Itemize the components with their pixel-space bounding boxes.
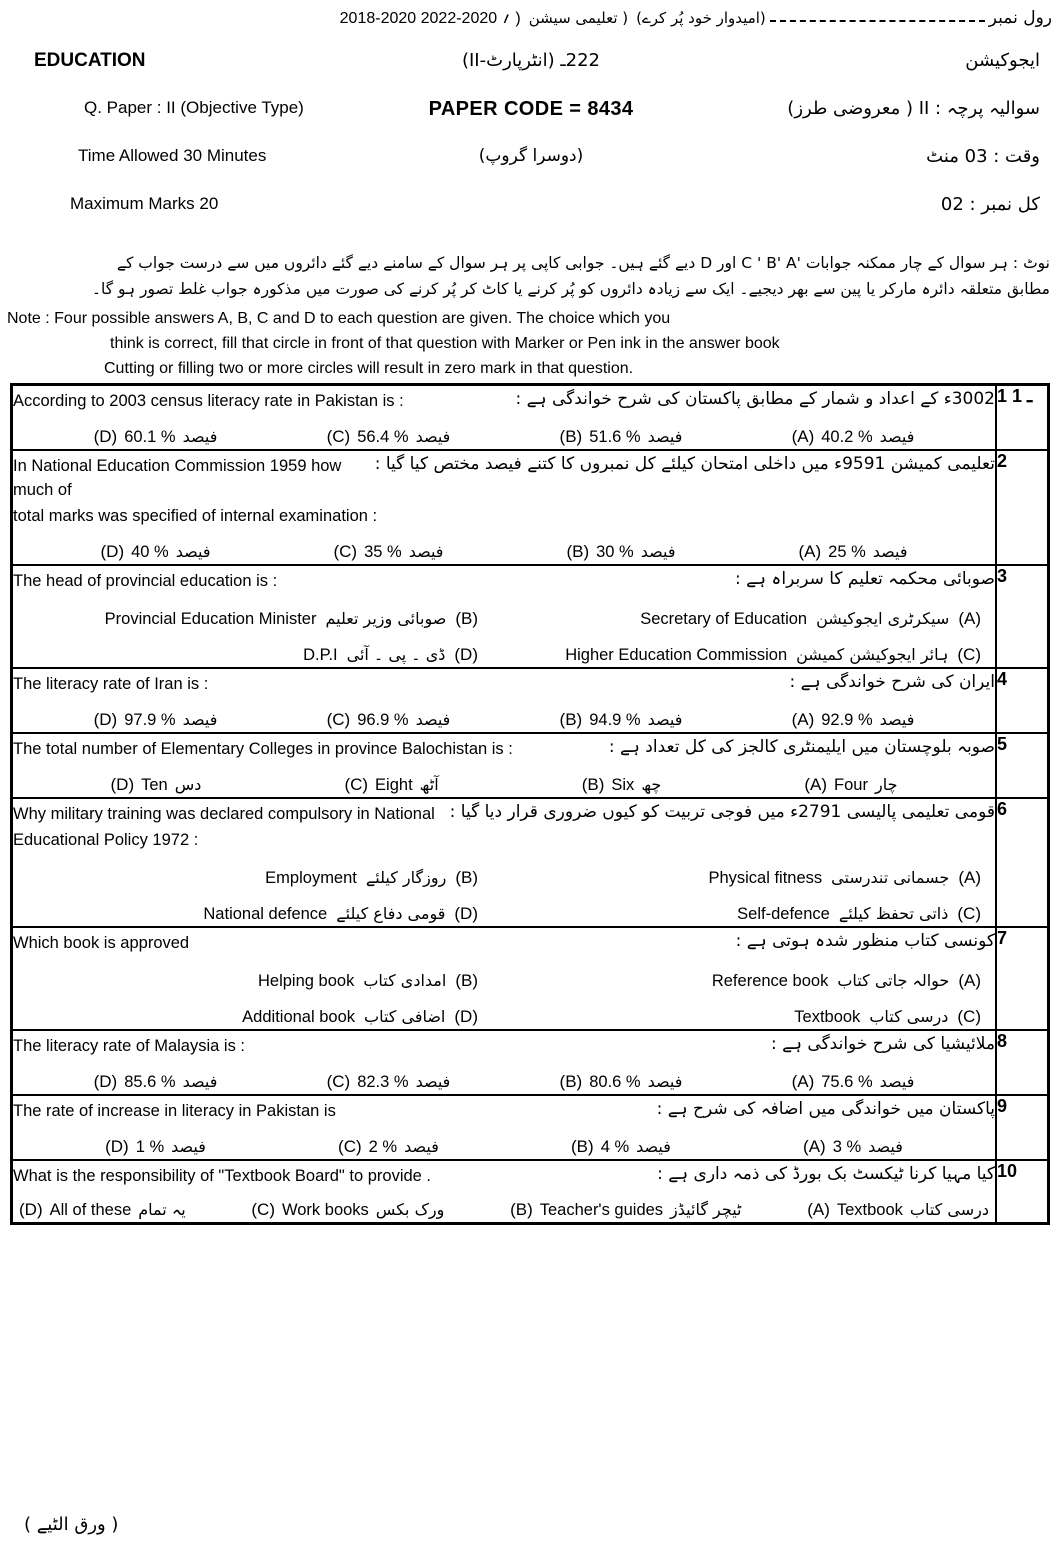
- option-list: [13, 1137, 995, 1159]
- option-text-ur: حوالہ جاتی کتاب: [837, 971, 950, 990]
- option-d[interactable]: [94, 710, 218, 730]
- option-c[interactable]: [504, 904, 985, 924]
- option-tag: (B): [455, 971, 478, 990]
- option-text-ur: فیصد: [636, 1137, 671, 1156]
- option-d[interactable]: [23, 904, 504, 924]
- question-body: [12, 385, 997, 451]
- question-stem-en: What is the responsibility of "Textbook Board" to provide .: [13, 1167, 432, 1185]
- option-c[interactable]: [504, 1007, 985, 1027]
- option-text-en: 51.6 %: [589, 428, 641, 446]
- option-text-en: Additional book: [242, 1008, 356, 1026]
- question-number: 6: [996, 798, 1049, 927]
- note-english-line-2: think is correct, fill that circle in front of that question with Marker or Pen ink in the answer book: [110, 335, 780, 352]
- option-text-en: Textbook: [836, 1201, 903, 1219]
- header-row-marks: [0, 194, 1062, 242]
- option-tag: (C): [326, 710, 351, 729]
- option-text-ur: درسی کتاب: [869, 1007, 949, 1026]
- question-stem: [13, 566, 995, 593]
- option-text-ur: فیصد: [182, 427, 218, 446]
- option-list: [13, 969, 995, 1029]
- option-text-ur: چھ: [641, 775, 662, 794]
- option-b[interactable]: [560, 1072, 683, 1092]
- question-row: [12, 1095, 1049, 1160]
- option-text-ur: فیصد: [872, 542, 908, 561]
- option-d[interactable]: [23, 645, 504, 665]
- option-tag: (B): [571, 1137, 594, 1156]
- question-stem-ur: صوبہ بلوچستان میں ایلیمنٹری کالجز کی کل تعداد ہے :: [608, 737, 995, 757]
- question-row: [12, 798, 1049, 927]
- option-d[interactable]: [19, 1200, 186, 1220]
- option-text-ur: اضافی کتاب: [364, 1007, 446, 1026]
- option-text-ur: فیصد: [415, 710, 451, 729]
- option-text-en: 2 %: [368, 1138, 398, 1156]
- option-d[interactable]: [23, 1007, 504, 1027]
- option-text-ur: فیصد: [415, 1072, 451, 1091]
- option-list: [13, 542, 995, 564]
- question-number: 1 ـ 1: [996, 385, 1049, 451]
- question-stem-ur: پاکستان میں خواندگی میں اضافہ کی شرح ہے :: [656, 1099, 995, 1119]
- option-text-en: 3 %: [832, 1138, 862, 1156]
- option-text-en: 97.9 %: [124, 711, 176, 729]
- option-tag: (B): [455, 609, 478, 628]
- candidate-fill-note: (امیدوار خود پُر کرے): [636, 9, 766, 27]
- question-stem: [13, 799, 995, 826]
- option-c[interactable]: [327, 710, 451, 730]
- option-b[interactable]: [566, 542, 675, 562]
- note-english-line-1: Four possible answers A, B, C and D to each question are given. The choice which you: [54, 310, 671, 327]
- note-urdu-line-2: مطابق متعلقہ دائرہ مارکر یا پین سے بھر دیجیے۔ ایک سے زیادہ دائروں کو پُر کرنے یا کاٹ کر پُر کرنے کی صورت میں مذکورہ جواب غلط تصور ہو گا۔: [91, 280, 1050, 298]
- option-text-ur: آٹھ: [419, 775, 439, 794]
- option-text-en: 85.6 %: [124, 1073, 176, 1091]
- questions-table: [10, 383, 1050, 1225]
- option-text-ur: فیصد: [879, 710, 915, 729]
- question-stem-ur: ایران کی شرح خواندگی ہے :: [789, 672, 995, 692]
- option-b[interactable]: [510, 1200, 741, 1220]
- question-stem-en: The literacy rate of Iran is :: [13, 675, 209, 693]
- option-tag: (D): [93, 1072, 118, 1091]
- question-stem: [13, 386, 995, 413]
- option-c[interactable]: [344, 775, 438, 795]
- option-list: [13, 775, 995, 797]
- option-b[interactable]: [23, 868, 504, 888]
- question-body: [12, 927, 997, 1030]
- option-text-ur: ورک بکس: [375, 1200, 445, 1219]
- note-english: [0, 306, 1062, 381]
- option-text-en: Six: [611, 776, 635, 794]
- note-english-label: Note :: [7, 310, 50, 327]
- question-body: [12, 565, 997, 668]
- option-text-ur: فیصد: [182, 1072, 218, 1091]
- option-text-en: Teacher's guides: [539, 1201, 664, 1219]
- instructions-note: [0, 250, 1062, 381]
- option-text-ur: درسی کتاب: [909, 1200, 989, 1219]
- option-text-en: 4 %: [600, 1138, 630, 1156]
- paper-code-center-line: 222ـ (انٹرپارٹ-II): [461, 50, 601, 71]
- option-d[interactable]: [101, 542, 211, 562]
- subject-title-ur: ایجوکیشن: [965, 50, 1040, 71]
- option-tag: (D): [93, 710, 118, 729]
- question-number: 5: [996, 733, 1049, 798]
- question-row: [12, 565, 1049, 668]
- option-text-en: Self-defence: [737, 905, 830, 923]
- option-text-en: 82.3 %: [357, 1073, 409, 1091]
- option-tag: (C): [326, 427, 351, 446]
- question-stem: [13, 1096, 995, 1123]
- option-d[interactable]: [94, 427, 218, 447]
- session-label: ( تعلیمی سیشن: [528, 9, 629, 27]
- question-stem-ur: کونسی کتاب منظور شدہ ہوتی ہے :: [735, 931, 995, 951]
- option-tag: (C): [251, 1200, 275, 1219]
- option-tag: (B): [455, 868, 478, 887]
- subject-title-en: EDUCATION: [34, 50, 146, 71]
- option-list: [13, 866, 995, 926]
- option-text-ur: فیصد: [640, 542, 676, 561]
- question-stem-en: The rate of increase in literacy in Pakistan is: [13, 1102, 336, 1120]
- question-stem-ur: صوبائی محکمہ تعلیم کا سربراہ ہے :: [734, 569, 995, 589]
- question-stem-en: Which book is approved: [13, 934, 190, 952]
- option-a[interactable]: [804, 775, 897, 795]
- question-body: [12, 1095, 997, 1160]
- option-tag: (C): [326, 1072, 351, 1091]
- option-text-ur: فیصد: [408, 542, 444, 561]
- option-tag: (D): [19, 1200, 43, 1219]
- option-tag: (C): [344, 775, 369, 794]
- option-tag: (D): [93, 427, 118, 446]
- option-a[interactable]: [807, 1200, 989, 1220]
- option-c[interactable]: [327, 1072, 451, 1092]
- option-text-ur: فیصد: [171, 1137, 206, 1156]
- option-tag: (D): [110, 775, 135, 794]
- option-text-ur: چار: [874, 775, 898, 794]
- option-text-en: D.P.I: [303, 646, 338, 664]
- option-text-ur: فیصد: [868, 1137, 903, 1156]
- option-tag: (D): [454, 904, 478, 923]
- option-tag: (A): [958, 868, 981, 887]
- option-tag: (A): [804, 775, 828, 794]
- option-text-en: Secretary of Education: [640, 610, 808, 628]
- option-text-en: Reference book: [711, 972, 829, 990]
- option-text-ur: فیصد: [647, 427, 683, 446]
- q-paper-type-en: Q. Paper : II (Objective Type): [84, 98, 304, 117]
- option-text-en: 25 %: [828, 543, 866, 561]
- option-text-ur: فیصد: [415, 427, 451, 446]
- question-body: [12, 450, 997, 565]
- option-tag: (B): [566, 542, 590, 561]
- question-number: 10: [996, 1160, 1049, 1224]
- question-row: [12, 927, 1049, 1030]
- option-text-en: Four: [834, 776, 868, 794]
- option-tag: (A): [791, 427, 815, 446]
- option-text-ur: ذاتی تحفظ کیلئے: [838, 904, 949, 923]
- option-text-ur: فیصد: [879, 427, 915, 446]
- option-b[interactable]: [582, 775, 662, 795]
- question-stem: [13, 734, 995, 761]
- option-text-en: Higher Education Commission: [565, 646, 788, 664]
- option-text-ur: فیصد: [404, 1137, 439, 1156]
- paper-header: [0, 0, 1062, 377]
- question-body: [12, 798, 997, 927]
- option-list: [13, 710, 995, 732]
- question-row: [12, 1030, 1049, 1095]
- option-text-ur: جسمانی تندرستی: [831, 868, 950, 887]
- paper-code: PAPER CODE = 8434: [428, 98, 634, 120]
- group-label-ur: (دوسرا گروپ): [478, 146, 584, 166]
- question-stem-en: In National Education Commission 1959 how much of: [13, 457, 342, 499]
- question-row: [12, 733, 1049, 798]
- option-tag: (C): [333, 542, 358, 561]
- question-stem: [13, 928, 995, 955]
- option-text-ur: دس: [174, 775, 202, 794]
- option-text-ur: سیکرٹری ایجوکیشن: [816, 609, 950, 628]
- option-text-ur: فیصد: [182, 710, 218, 729]
- option-tag: (B): [581, 775, 605, 794]
- session-years: 2018-2020 ؍ 2020-2022 ): [339, 10, 521, 27]
- question-stem-ur: ملائیشیا کی شرح خواندگی ہے :: [770, 1034, 995, 1054]
- option-tag: (A): [791, 710, 815, 729]
- option-a[interactable]: [792, 427, 915, 447]
- option-text-en: National defence: [203, 905, 328, 923]
- option-list: [13, 1200, 995, 1222]
- option-text-en: 35 %: [364, 543, 402, 561]
- option-b[interactable]: [23, 971, 504, 991]
- option-d[interactable]: [111, 775, 202, 795]
- option-text-en: 56.4 %: [357, 428, 409, 446]
- option-tag: (A): [798, 542, 822, 561]
- question-number: 2: [996, 450, 1049, 565]
- option-text-ur: ٹیچر گائیڈز: [670, 1200, 742, 1219]
- header-row-time: [0, 146, 1062, 194]
- option-tag: (D): [454, 645, 478, 664]
- option-b[interactable]: [560, 427, 683, 447]
- option-c[interactable]: [333, 542, 443, 562]
- header-row-subject: [0, 50, 1062, 98]
- option-tag: (C): [338, 1137, 362, 1156]
- question-stem: [13, 669, 995, 696]
- option-text-ur: فیصد: [647, 710, 683, 729]
- option-list: [13, 427, 995, 449]
- option-tag: (A): [958, 609, 981, 628]
- question-number: 8: [996, 1030, 1049, 1095]
- question-row: [12, 450, 1049, 565]
- option-a[interactable]: [798, 542, 907, 562]
- option-text-en: 1 %: [135, 1138, 165, 1156]
- option-text-en: Helping book: [258, 972, 355, 990]
- question-row: [12, 668, 1049, 733]
- option-text-en: 40 %: [131, 543, 169, 561]
- question-row: [12, 385, 1049, 451]
- option-b[interactable]: [560, 710, 683, 730]
- roll-number-line: [250, 8, 1052, 28]
- option-tag: (B): [559, 427, 583, 446]
- question-number: 3: [996, 565, 1049, 668]
- option-text-ur: فیصد: [647, 1072, 683, 1091]
- question-stem-ur: قومی تعلیمی پالیسی 1972ء میں فوجی تربیت کو کیوں ضروری قرار دیا گیا :: [449, 802, 995, 822]
- question-stem-en: The head of provincial education is :: [13, 572, 278, 590]
- question-number: 7: [996, 927, 1049, 1030]
- option-c[interactable]: [327, 427, 451, 447]
- option-text-ur: ڈی ۔ پی ۔ آئی: [346, 645, 446, 664]
- question-body: [12, 733, 997, 798]
- option-tag: (D): [454, 1007, 478, 1026]
- header-grid: [0, 50, 1062, 242]
- question-stem-en: Why military training was declared compulsory in National: [13, 805, 435, 823]
- option-text-en: All of these: [49, 1201, 132, 1219]
- option-tag: (B): [559, 1072, 583, 1091]
- option-text-en: 80.6 %: [589, 1073, 641, 1091]
- option-text-en: 30 %: [596, 543, 634, 561]
- option-text-ur: یہ تمام: [138, 1200, 186, 1219]
- option-text-en: Employment: [265, 869, 357, 887]
- option-text-ur: صوبائی وزیر تعلیم: [325, 609, 447, 628]
- roll-number-label: رول نمبر: [988, 8, 1052, 28]
- option-tag: (A): [958, 971, 981, 990]
- option-text-en: 94.9 %: [589, 711, 641, 729]
- question-stem: [13, 1161, 995, 1188]
- question-body: [12, 1030, 997, 1095]
- maximum-marks-en: Maximum Marks 20: [70, 194, 219, 213]
- option-text-ur: روزگار کیلئے: [365, 868, 447, 887]
- question-stem-ur: 2003ء کے اعداد و شمار کے مطابق پاکستان کی شرح خواندگی ہے :: [515, 389, 995, 409]
- option-text-en: 96.9 %: [357, 711, 409, 729]
- option-text-ur: امدادی کتاب: [363, 971, 447, 990]
- question-stem-en: The total number of Elementary Colleges in province Balochistan is :: [13, 740, 513, 758]
- roll-number-blank[interactable]: [770, 8, 985, 22]
- option-a[interactable]: [504, 971, 985, 991]
- option-tag: (A): [807, 1200, 830, 1219]
- option-text-en: 40.2 %: [821, 428, 873, 446]
- option-b[interactable]: [571, 1137, 671, 1157]
- option-text-en: 92.9 %: [821, 711, 873, 729]
- option-tag: (B): [510, 1200, 533, 1219]
- question-stem-en: The literacy rate of Malaysia is :: [13, 1037, 245, 1055]
- option-a[interactable]: [803, 1137, 903, 1157]
- option-d[interactable]: [105, 1137, 206, 1157]
- option-tag: (C): [957, 645, 981, 664]
- question-stem-en-line2: total marks was specified of internal examination :: [13, 507, 378, 525]
- option-tag: (A): [791, 1072, 815, 1091]
- option-tag: (C): [957, 1007, 981, 1026]
- option-tag: (C): [957, 904, 981, 923]
- option-c[interactable]: [338, 1137, 439, 1157]
- question-stem: [13, 1031, 995, 1058]
- option-text-ur: ہائر ایجوکیشن کمیشن: [796, 645, 949, 664]
- option-text-ur: فیصد: [879, 1072, 915, 1091]
- note-urdu-line-1: نوٹ : ہر سوال کے چار ممکنہ جوابات 'A 'B ' C اور D دیے گئے ہیں۔ جوابی کاپی پر ہر سوال کے سامنے دیے گئے دائروں میں سے درست جواب کے: [116, 254, 1050, 272]
- option-text-en: Provincial Education Minister: [104, 610, 317, 628]
- note-english-line-3: Cutting or filling two or more circles will result in zero mark in that question.: [104, 360, 634, 377]
- question-stem: [13, 451, 995, 502]
- option-list: [13, 607, 995, 667]
- question-row: [12, 1160, 1049, 1224]
- turn-page-note: ( ورق الٹیے ): [24, 1514, 119, 1535]
- option-d[interactable]: [94, 1072, 218, 1092]
- q-paper-type-ur: سوالیہ پرچہ : II ( معروضی طرز): [787, 98, 1040, 119]
- question-stem-ur: کیا مہیا کرنا ٹیکسٹ بک بورڈ کی ذمہ داری ہے :: [657, 1164, 995, 1184]
- option-b[interactable]: [23, 609, 504, 629]
- option-text-en: 75.6 %: [821, 1073, 873, 1091]
- option-tag: (B): [559, 710, 583, 729]
- question-number: 9: [996, 1095, 1049, 1160]
- option-a[interactable]: [792, 710, 915, 730]
- option-tag: (D): [100, 542, 125, 561]
- option-text-ur: فیصد: [175, 542, 211, 561]
- option-text-en: Work books: [281, 1201, 369, 1219]
- header-row-qpaper: [0, 98, 1062, 146]
- question-stem-ur: تعلیمی کمیشن 1959ء میں داخلی امتحان کیلئے کل نمبروں کا کتنے فیصد مختص کیا گیا :: [374, 454, 995, 474]
- question-stem-en-line2: Educational Policy 1972 :: [13, 831, 199, 849]
- option-text-en: Ten: [141, 776, 168, 794]
- option-list: [13, 1072, 995, 1094]
- option-c[interactable]: [504, 645, 985, 665]
- option-text-ur: قومی دفاع کیلئے: [336, 904, 446, 923]
- question-body: [12, 1160, 997, 1224]
- option-text-en: Eight: [375, 776, 413, 794]
- option-a[interactable]: [504, 609, 985, 629]
- option-tag: (A): [803, 1137, 826, 1156]
- question-stem-en: According to 2003 census literacy rate in Pakistan is :: [13, 392, 404, 410]
- question-body: [12, 668, 997, 733]
- time-allowed-ur: وقت : 30 منٹ: [926, 146, 1040, 167]
- maximum-marks-ur: کل نمبر : 20: [940, 194, 1040, 215]
- option-tag: (D): [105, 1137, 129, 1156]
- option-c[interactable]: [251, 1200, 444, 1220]
- option-text-en: Textbook: [794, 1008, 861, 1026]
- option-text-en: Physical fitness: [708, 869, 823, 887]
- time-allowed-en: Time Allowed 30 Minutes: [78, 146, 267, 165]
- question-number: 4: [996, 668, 1049, 733]
- option-a[interactable]: [504, 868, 985, 888]
- option-text-en: 60.1 %: [124, 428, 176, 446]
- option-a[interactable]: [792, 1072, 915, 1092]
